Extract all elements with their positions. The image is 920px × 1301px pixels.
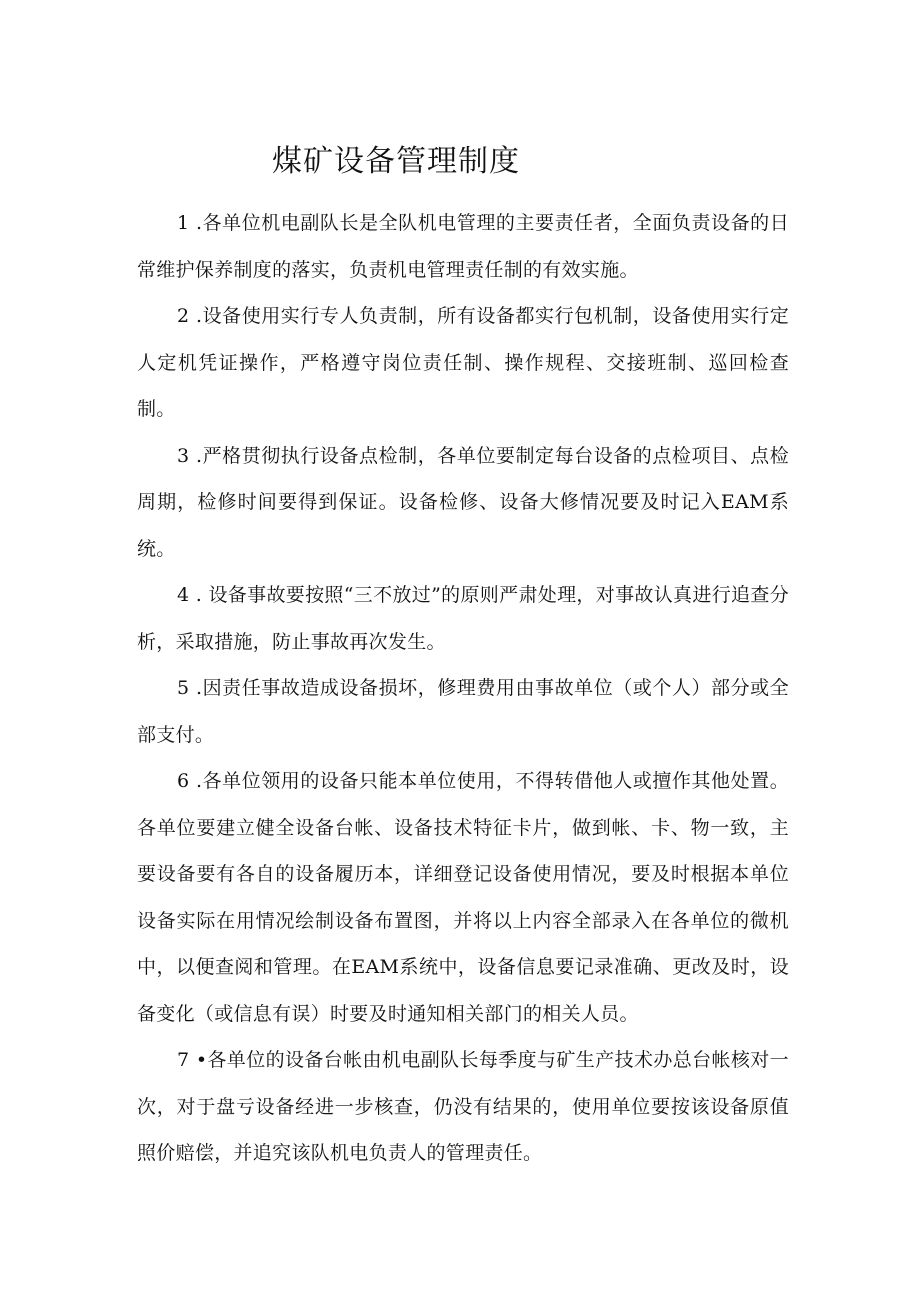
- paragraph-6: 6 .各单位领用的设备只能本单位使用，不得转借他人或擅作其他处置。各单位要建立健全设备台帐、设备技术特征卡片，做到帐、卡、物一致，主要设备要有各自的设备履历本，详细登记设备使用情况，要及时根据本单位设备实际在用情况绘制设备布置图，并将以上内容全部录入在各单位的微机中，以便查阅和管理。在EAM系统中，设备信息要记录准确、更改及时，设备变化（或信息有误）时要及时通知相关部门的相关人员。: [137, 770, 789, 1025]
- paragraph-3: 3 .严格贯彻执行设备点检制，各单位要制定每台设备的点检项目、点检周期，检修时间要得到保证。设备检修、设备大修情况要及时记入EAM系统。: [137, 444, 789, 560]
- document-title: 煤矿设备管理制度: [272, 144, 520, 179]
- paragraph-5: 5 .因责任事故造成设备损坏，修理费用由事故单位（或个人）部分或全部支付。: [137, 677, 789, 746]
- document-body: [137, 200, 789, 1177]
- paragraph-7: 7 •各单位的设备台帐由机电副队长每季度与矿生产技术办总台帐核对一次，对于盘亏设备经进一步核查，仍没有结果的，使用单位要按该设备原值照价赔偿，并追究该队机电负责人的管理责任。: [137, 1049, 789, 1164]
- paragraph-4: 4 . 设备事故要按照“三不放过”的原则严肃处理，对事故认真进行追查分析，采取措施，防止事故再次发生。: [137, 584, 789, 653]
- paragraph-1: 1 .各单位机电副队长是全队机电管理的主要责任者，全面负责设备的日常维护保养制度的落实，负责机电管理责任制的有效实施。: [137, 212, 789, 281]
- paragraph-2: 2 .设备使用实行专人负责制，所有设备都实行包机制，设备使用实行定人定机凭证操作，严格遵守岗位责任制、操作规程、交接班制、巡回检查制。: [137, 305, 789, 420]
